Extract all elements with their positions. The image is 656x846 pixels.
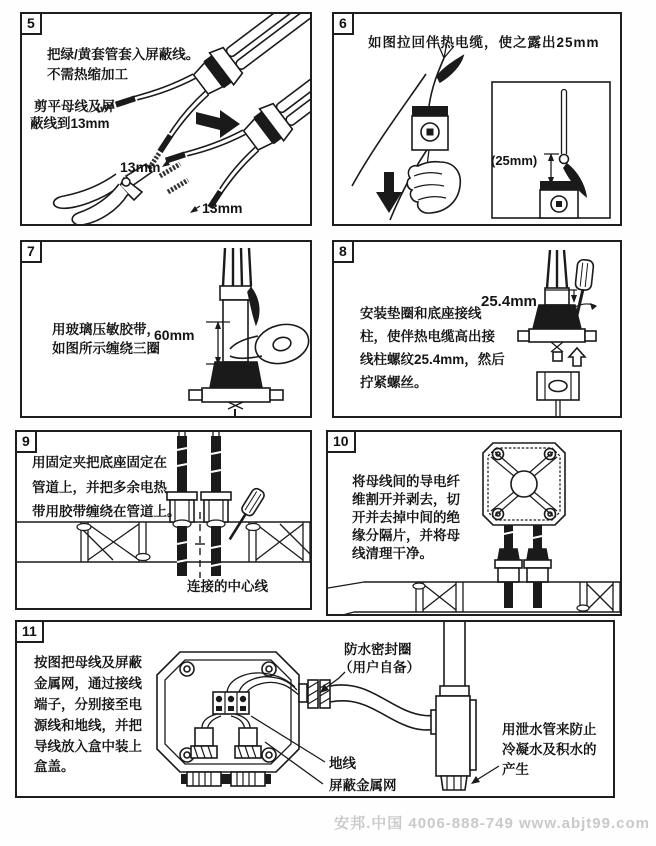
step-panel-8: [332, 240, 622, 418]
drain-note: 产生: [502, 762, 529, 777]
instruction-text: 管道上，并把多余电热: [32, 480, 167, 495]
instruction-text: 安装垫圈和底座接线: [360, 306, 482, 321]
step-panel-5: [20, 12, 312, 226]
tape-roll-icon: [251, 319, 310, 369]
step-number: 11: [15, 620, 44, 643]
direction-arrow-icon: [196, 110, 240, 138]
step-number: 7: [20, 240, 42, 263]
terminal-block-icon: [213, 692, 249, 714]
instruction-text: 把绿/黄套管套入屏蔽线。: [47, 47, 200, 62]
pull-down-arrow-icon: [376, 172, 402, 213]
instruction-text: 线柱螺纹25.4mm，然后: [360, 352, 505, 367]
dimension-label: (25mm): [491, 153, 538, 168]
instruction-text: 拧紧螺丝。: [360, 375, 428, 390]
dimension-label: 13mm: [202, 200, 243, 216]
instruction-text: 如图所示缠绕三圈: [52, 341, 160, 356]
instruction-text: 柱，使伴热电缆高出接: [360, 329, 495, 344]
instruction-text: 将母线间的导电纤: [352, 474, 460, 489]
instruction-text: 不需热缩加工: [47, 67, 128, 82]
step-number: 9: [15, 430, 37, 453]
instruction-text: 带用胶带缠绕在管道上。: [32, 504, 181, 519]
instruction-text: 维割开并剥去，切: [352, 492, 460, 507]
ground-wire-label: 地线: [329, 756, 356, 771]
step-panel-9: [15, 430, 312, 610]
step-panel-6: [332, 12, 622, 226]
dimension-label: 13mm: [120, 159, 161, 175]
instruction-text: 按图把母线及屏蔽: [34, 655, 142, 670]
step-panel-11: [15, 620, 615, 798]
drain-note: 冷凝水及积水的: [502, 742, 597, 757]
instruction-text: 如图拉回伴热电缆，使之露出25mm: [368, 35, 600, 50]
instruction-text: 金属网，通过接线: [34, 676, 142, 691]
instruction-text: 用玻璃压敏胶带，: [52, 322, 160, 337]
hand-icon: [407, 162, 460, 213]
instruction-text: 线清理干净。: [352, 546, 433, 561]
instruction-text: 盒盖。: [34, 759, 75, 774]
seal-ring-label: （用户自备）: [339, 660, 420, 675]
shield-mesh-label: 屏蔽金属网: [329, 778, 397, 793]
up-arrow-icon: [569, 348, 585, 366]
instruction-text: 端子，分别接至电: [34, 697, 142, 712]
dimension-label: 25.4mm: [481, 293, 537, 310]
step-panel-10: [326, 430, 622, 616]
instruction-text: 蔽线到13mm: [30, 116, 110, 131]
instruction-text: 导线放入盒中装上: [34, 739, 142, 754]
centerline-label: 连接的中心线: [187, 579, 268, 594]
instruction-text: 剪平母线及屏: [34, 99, 115, 114]
step-number: 6: [332, 12, 354, 35]
waterproof-seal-icon: [308, 680, 330, 708]
brand-watermark: 安邦.中国 4006-888-749 www.abjt99.com: [334, 815, 650, 832]
instruction-text: 开并去掉中间的绝: [352, 510, 460, 525]
dimension-label: 60mm: [154, 327, 195, 343]
step-number: 5: [20, 12, 42, 35]
instruction-text: 源线和地线，并把: [34, 718, 142, 733]
instruction-text: 缘分隔片，并将母: [352, 528, 460, 543]
seal-ring-label: 防水密封圈: [344, 642, 412, 657]
step-panel-7: [20, 240, 312, 418]
drain-note: 用泄水管来防止: [502, 722, 597, 737]
step-number: 8: [332, 240, 354, 263]
step-number: 10: [326, 430, 356, 453]
instruction-text: 用固定夹把底座固定在: [32, 455, 167, 470]
shield-wire-icon: [437, 56, 463, 82]
